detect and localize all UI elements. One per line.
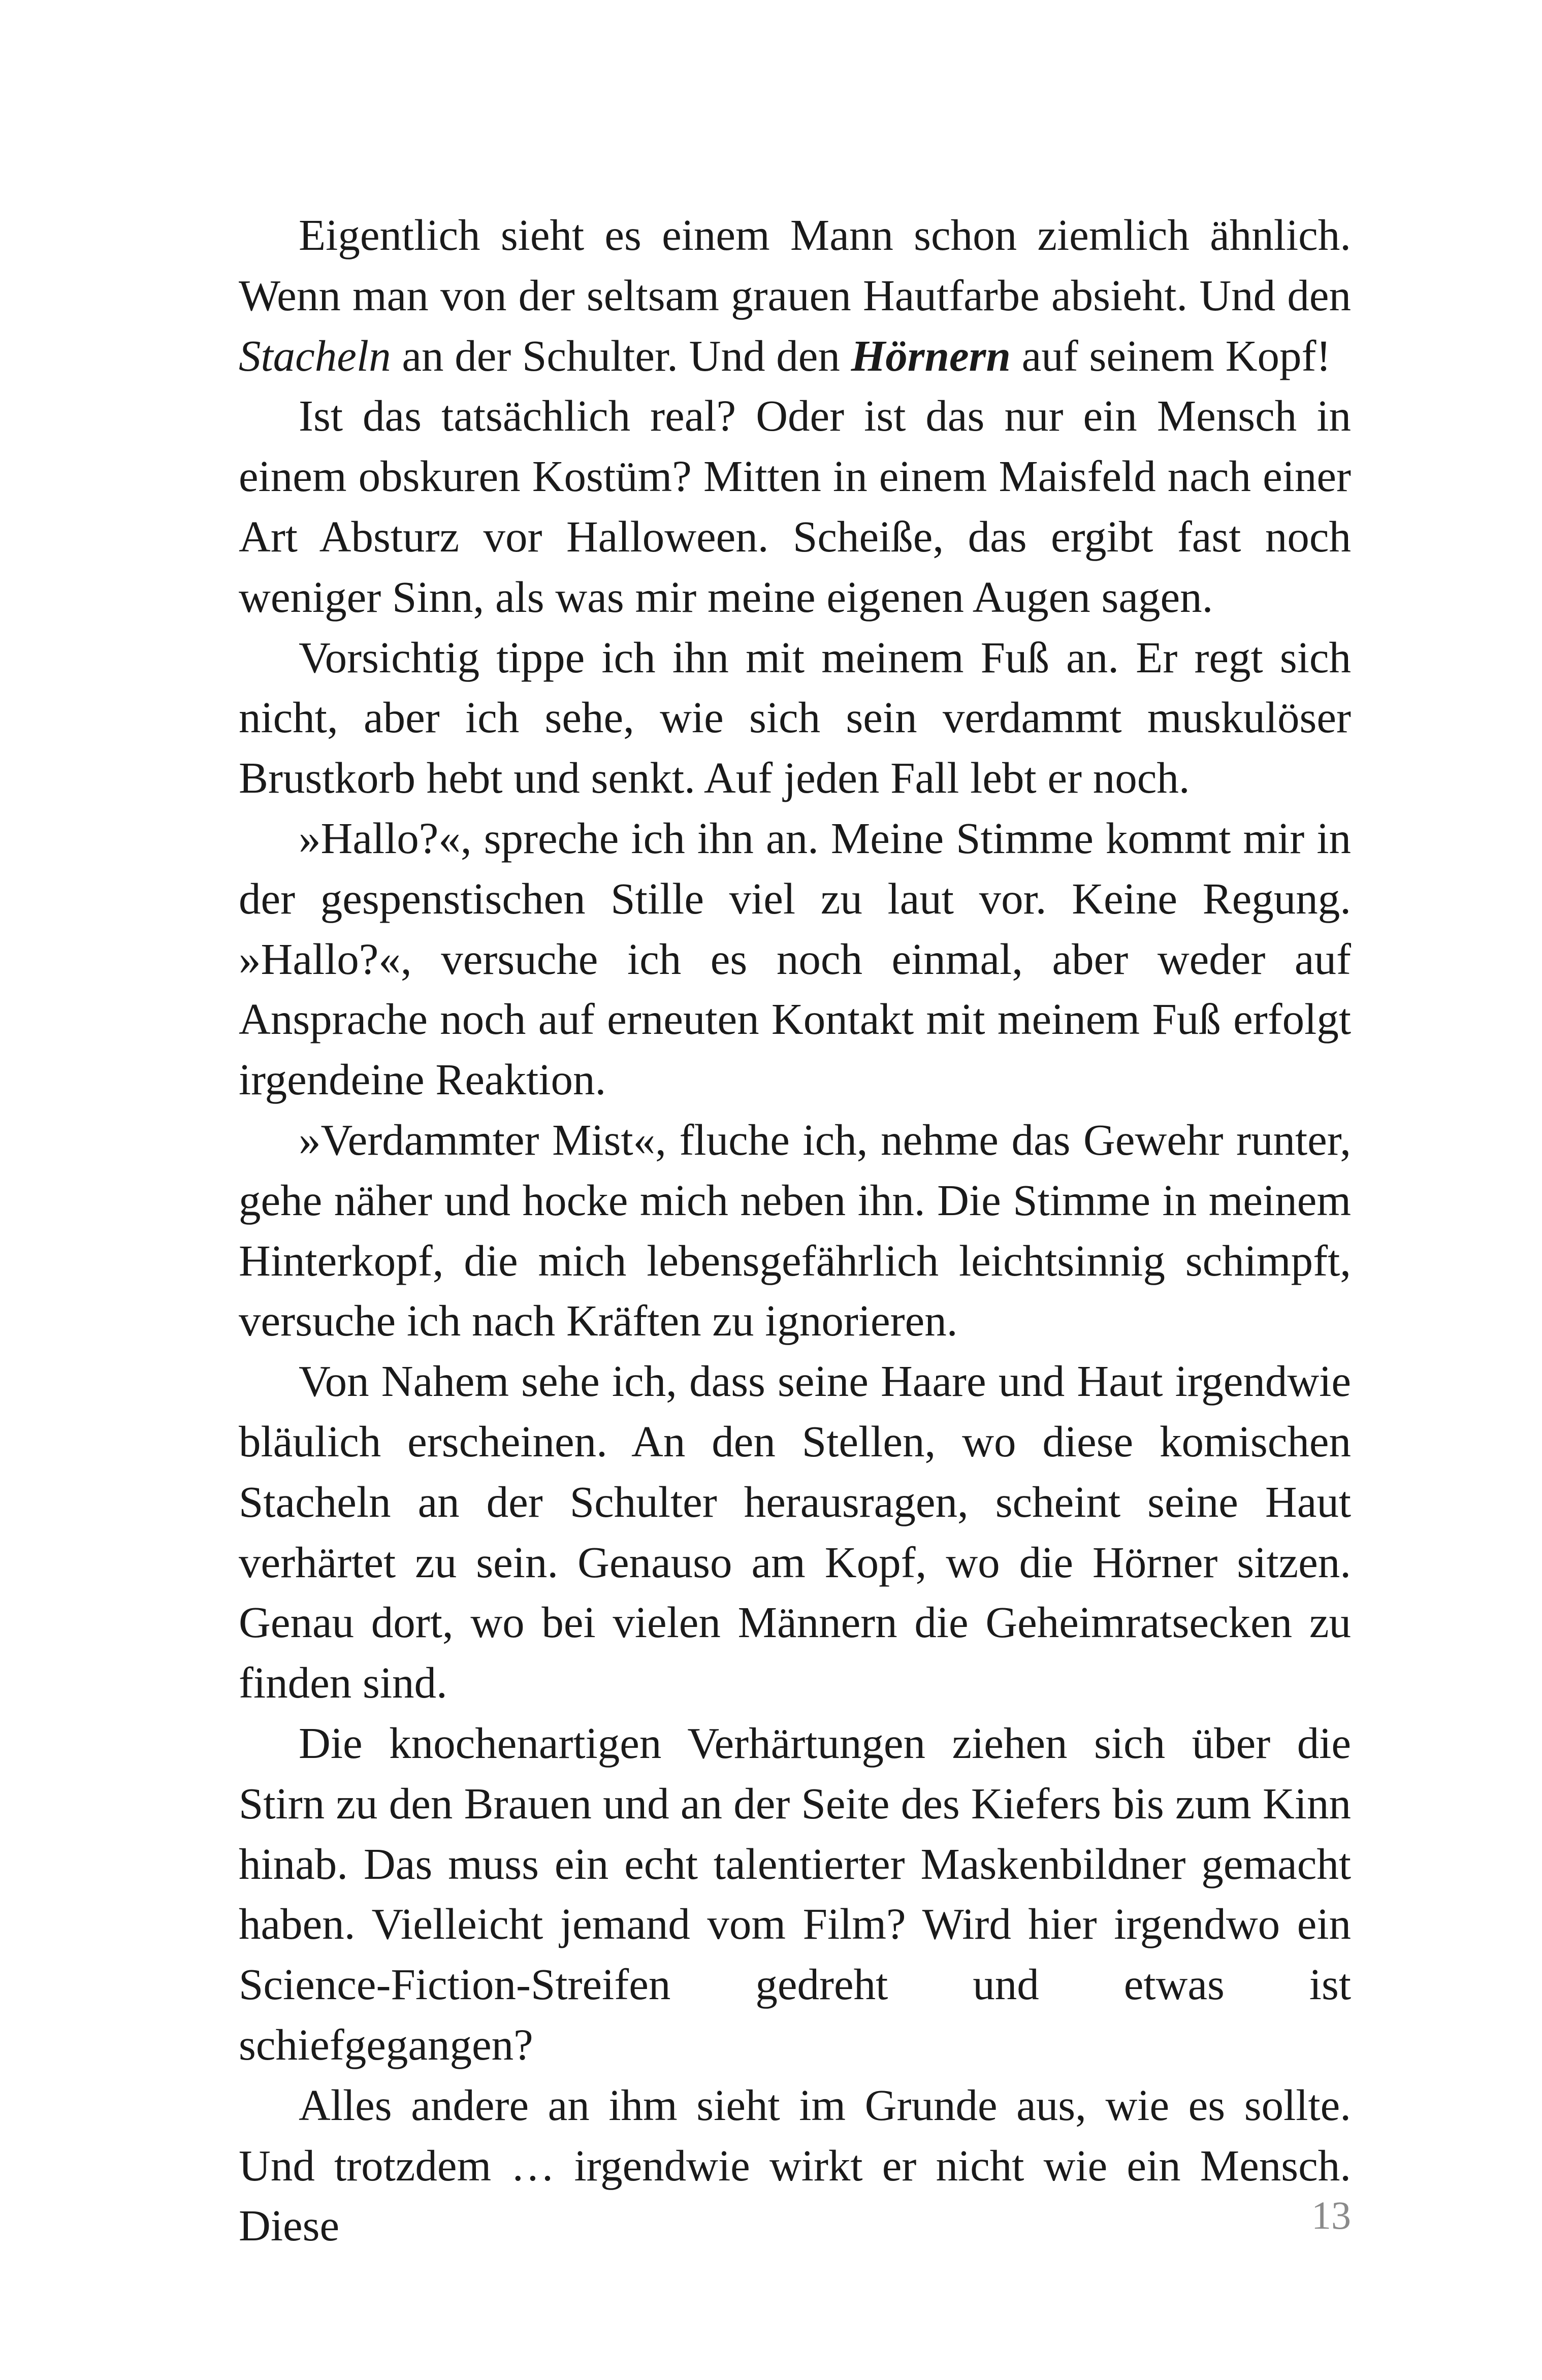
- paragraph-4: »Hallo?«, spreche ich ihn an. Meine Stimme kommt mir in der gespenstischen Stille viel zu laut vor. Keine Regung. »Hallo?«, versuche ich es noch einmal, aber weder auf Ansprache noch auf erneuten Kontakt mit meinem Fuß erfolgt irgendeine Reaktion.: [239, 813, 1351, 1104]
- page-number: 13: [1311, 2193, 1351, 2237]
- paragraph-5: »Verdammter Mist«, fluche ich, nehme das Gewehr runter, gehe näher und hocke mich neben ihn. Die Stimme in meinem Hinterkopf, die mich lebensgefährlich leichtsinnig schimpft, versuche ich nach Kräften zu ignorieren.: [239, 1115, 1351, 1346]
- paragraph-6: Von Nahem sehe ich, dass seine Haare und Haut irgendwie bläulich erscheinen. An den Stellen, wo diese komischen Stacheln an der Schulter herausragen, scheint seine Haut verhärtet zu sein. Genauso am Kopf, wo die Hörner sitzen. Genau dort, wo bei vielen Männern die Geheimratsecken zu finden sind.: [239, 1356, 1351, 1708]
- paragraph-8: Alles andere an ihm sieht im Grunde aus, wie es sollte. Und trotzdem … irgendwie wirkt er nicht wie ein Mensch. Diese: [239, 2080, 1351, 2251]
- paragraph-1-text-c: auf seinem Kopf!: [1010, 331, 1331, 380]
- paragraph-1: [239, 205, 1351, 386]
- paragraph-2: Ist das tatsächlich real? Oder ist das nur ein Mensch in einem obskuren Kostüm? Mitten in einem Maisfeld nach einer Art Absturz vor Halloween. Scheiße, das ergibt fast noch weniger Sinn, als was mir meine eigenen Augen sagen.: [239, 391, 1351, 622]
- emphasis-hoernern: Hörnern: [851, 331, 1011, 380]
- paragraph-3: Vorsichtig tippe ich ihn mit meinem Fuß an. Er regt sich nicht, aber ich sehe, wie sich sein verdammt muskulöser Brustkorb hebt und senkt. Auf jeden Fall lebt er noch.: [239, 632, 1351, 803]
- paragraph-7: Die knochenartigen Verhärtungen ziehen sich über die Stirn zu den Brauen und an der Seite des Kiefers bis zum Kinn hinab. Das muss ein echt talentierter Maskenbildner gemacht haben. Vielleicht jemand vom Film? Wird hier irgendwo ein Science-Fiction-Streifen gedreht und etwas ist schiefgegangen?: [239, 1718, 1351, 2069]
- body-text: [239, 205, 1351, 2256]
- emphasis-stacheln: Stacheln: [239, 331, 391, 380]
- paragraph-1-text-b: an der Schulter. Und den: [391, 331, 851, 380]
- paragraph-1-text-a: Eigentlich sieht es einem Mann schon ziemlich ähnlich. Wenn man von der seltsam grauen Hautfarbe absieht. Und den: [239, 210, 1351, 320]
